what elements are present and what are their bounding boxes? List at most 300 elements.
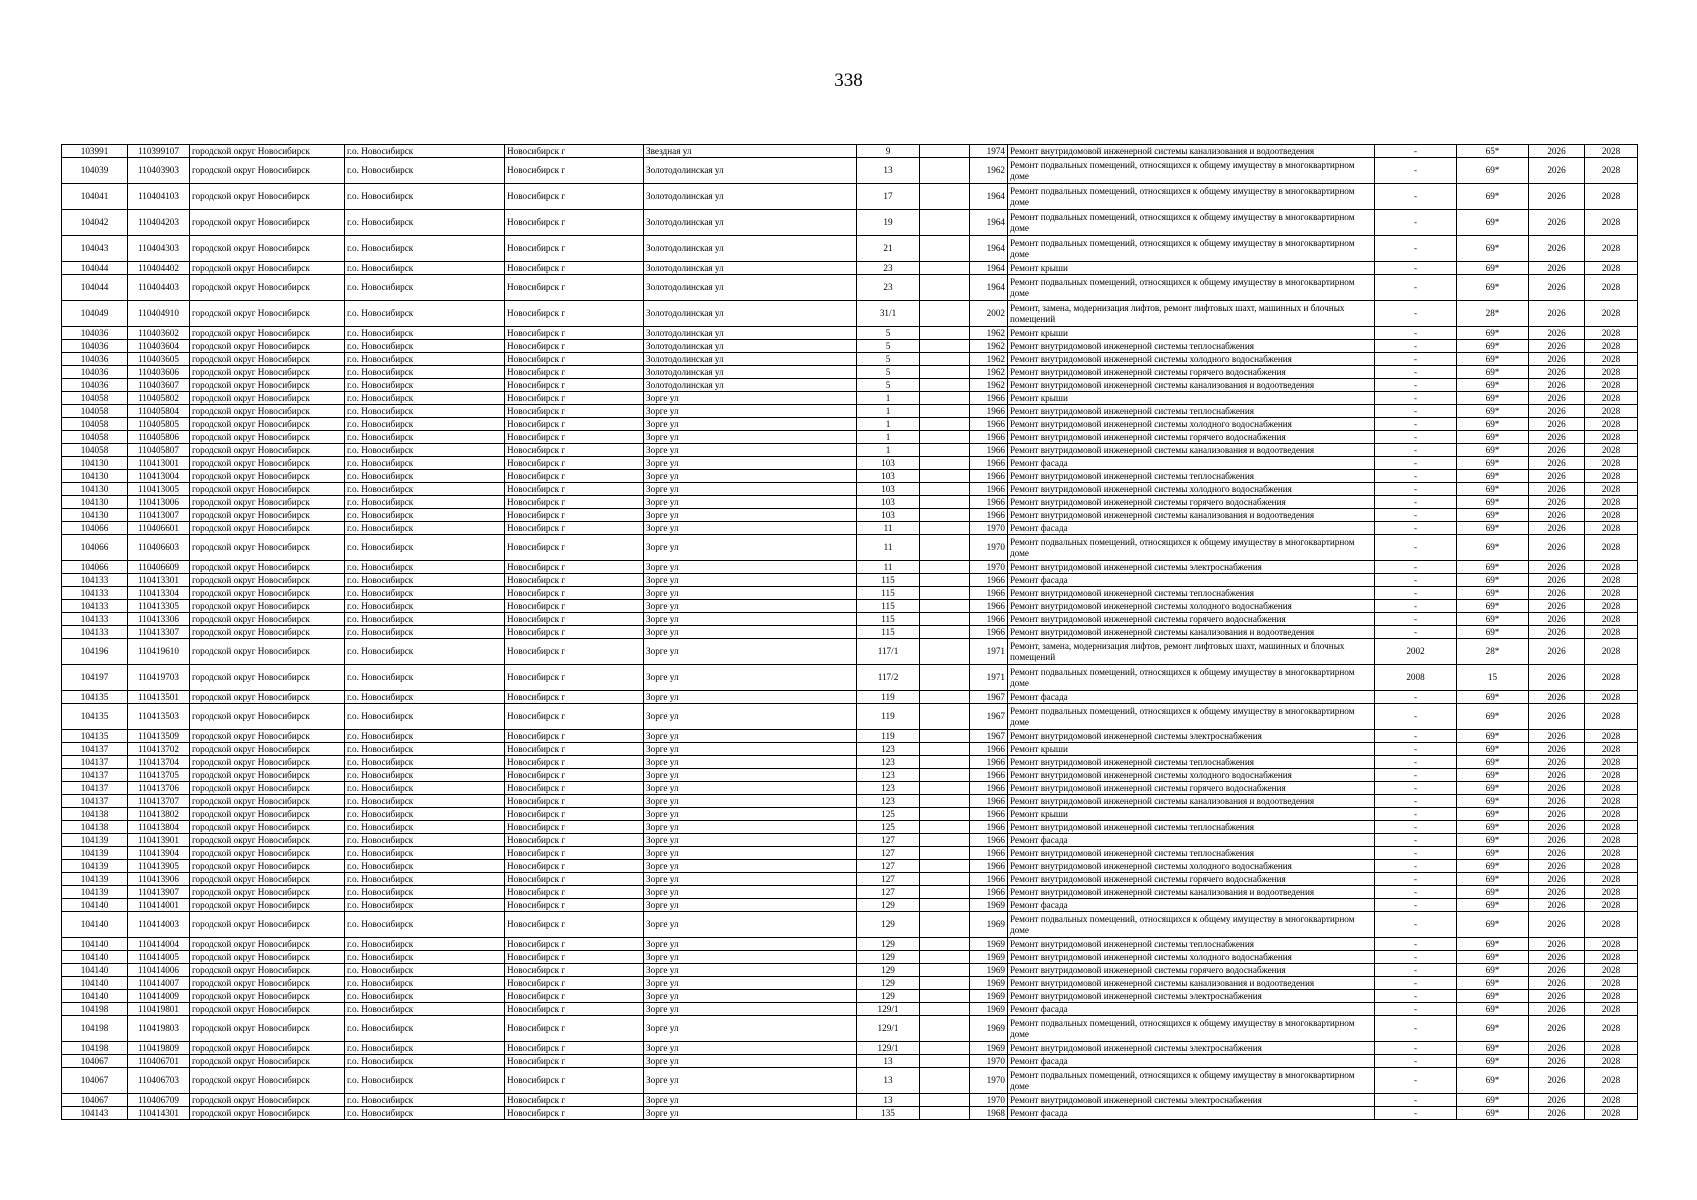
municipality-cell: г.о. Новосибирск <box>345 535 505 561</box>
municipal-district-cell: городской округ Новосибирск <box>190 431 345 444</box>
work-id-cell: 110406703 <box>128 1068 190 1094</box>
work-id-cell: 110413705 <box>128 769 190 782</box>
house-number-cell: 129 <box>857 899 920 912</box>
house-number-cell: 21 <box>857 236 920 262</box>
building-cell <box>920 808 970 821</box>
work-type-cell: Ремонт подвальных помещений, относящихся к общему имуществу в многоквартирном доме <box>1008 665 1375 691</box>
work-type-cell: Ремонт внутридомовой инженерной системы электроснабжения <box>1008 561 1375 574</box>
municipality-cell: г.о. Новосибирск <box>345 873 505 886</box>
building-cell <box>920 626 970 639</box>
work-type-cell: Ремонт крыши <box>1008 262 1375 275</box>
building-cell <box>920 1055 970 1068</box>
house-number-cell: 1 <box>857 405 920 418</box>
build-year-cell: 1967 <box>970 730 1008 743</box>
plan-start-year-cell: 2026 <box>1529 210 1585 236</box>
wear-percent-cell: 69* <box>1457 600 1529 613</box>
building-cell <box>920 964 970 977</box>
last-repair-year-cell: - <box>1375 743 1457 756</box>
table-row <box>62 1055 1638 1068</box>
last-repair-year-cell: - <box>1375 821 1457 834</box>
build-year-cell: 1968 <box>970 1107 1008 1120</box>
table-row <box>62 431 1638 444</box>
wear-percent-cell: 69* <box>1457 1042 1529 1055</box>
settlement-cell: Новосибирск г <box>505 483 644 496</box>
work-type-cell: Ремонт фасада <box>1008 691 1375 704</box>
wear-percent-cell: 69* <box>1457 626 1529 639</box>
plan-end-year-cell: 2028 <box>1585 210 1638 236</box>
build-year-cell: 1970 <box>970 535 1008 561</box>
municipality-cell: г.о. Новосибирск <box>345 405 505 418</box>
street-cell: Зорге ул <box>644 977 857 990</box>
plan-end-year-cell: 2028 <box>1585 873 1638 886</box>
settlement-cell: Новосибирск г <box>505 769 644 782</box>
wear-percent-cell: 69* <box>1457 990 1529 1003</box>
municipality-cell: г.о. Новосибирск <box>345 431 505 444</box>
settlement-cell: Новосибирск г <box>505 847 644 860</box>
street-cell: Золотодолинская ул <box>644 340 857 353</box>
plan-end-year-cell: 2028 <box>1585 782 1638 795</box>
table-row <box>62 405 1638 418</box>
municipal-district-cell: городской округ Новосибирск <box>190 1068 345 1094</box>
work-type-cell: Ремонт фасада <box>1008 834 1375 847</box>
build-year-cell: 1969 <box>970 977 1008 990</box>
work-id-cell: 110403602 <box>128 327 190 340</box>
table-row <box>62 743 1638 756</box>
municipality-cell: г.о. Новосибирск <box>345 1055 505 1068</box>
street-cell: Зорге ул <box>644 522 857 535</box>
house-number-cell: 1 <box>857 418 920 431</box>
settlement-cell: Новосибирск г <box>505 730 644 743</box>
work-type-cell: Ремонт крыши <box>1008 743 1375 756</box>
plan-end-year-cell: 2028 <box>1585 522 1638 535</box>
building-cell <box>920 561 970 574</box>
plan-start-year-cell: 2026 <box>1529 327 1585 340</box>
plan-start-year-cell: 2026 <box>1529 769 1585 782</box>
work-id-cell: 110413301 <box>128 574 190 587</box>
house-number-cell: 123 <box>857 756 920 769</box>
municipality-cell: г.о. Новосибирск <box>345 353 505 366</box>
work-id-cell: 110414009 <box>128 990 190 1003</box>
municipality-cell: г.о. Новосибирск <box>345 600 505 613</box>
last-repair-year-cell: - <box>1375 990 1457 1003</box>
work-type-cell: Ремонт внутридомовой инженерной системы холодного водоснабжения <box>1008 600 1375 613</box>
wear-percent-cell: 69* <box>1457 340 1529 353</box>
house-number-cell: 23 <box>857 262 920 275</box>
municipality-cell: г.о. Новосибирск <box>345 704 505 730</box>
wear-percent-cell: 69* <box>1457 574 1529 587</box>
plan-start-year-cell: 2026 <box>1529 431 1585 444</box>
record-id-cell: 104049 <box>62 301 128 327</box>
plan-start-year-cell: 2026 <box>1529 613 1585 626</box>
work-id-cell: 110413905 <box>128 860 190 873</box>
last-repair-year-cell: - <box>1375 600 1457 613</box>
record-id-cell: 104139 <box>62 860 128 873</box>
work-id-cell: 110413802 <box>128 808 190 821</box>
build-year-cell: 1966 <box>970 808 1008 821</box>
settlement-cell: Новосибирск г <box>505 990 644 1003</box>
wear-percent-cell: 69* <box>1457 457 1529 470</box>
build-year-cell: 1969 <box>970 964 1008 977</box>
building-cell <box>920 366 970 379</box>
table-row <box>62 964 1638 977</box>
settlement-cell: Новосибирск г <box>505 535 644 561</box>
work-id-cell: 110413304 <box>128 587 190 600</box>
plan-start-year-cell: 2026 <box>1529 1068 1585 1094</box>
build-year-cell: 1966 <box>970 483 1008 496</box>
municipality-cell: г.о. Новосибирск <box>345 522 505 535</box>
last-repair-year-cell: - <box>1375 899 1457 912</box>
building-cell <box>920 1016 970 1042</box>
record-id-cell: 104042 <box>62 210 128 236</box>
municipality-cell: г.о. Новосибирск <box>345 990 505 1003</box>
plan-start-year-cell: 2026 <box>1529 535 1585 561</box>
work-type-cell: Ремонт крыши <box>1008 808 1375 821</box>
work-id-cell: 110413004 <box>128 470 190 483</box>
build-year-cell: 1974 <box>970 145 1008 158</box>
plan-start-year-cell: 2026 <box>1529 600 1585 613</box>
table-row <box>62 496 1638 509</box>
municipality-cell: г.о. Новосибирск <box>345 886 505 899</box>
build-year-cell: 1967 <box>970 691 1008 704</box>
house-number-cell: 129 <box>857 912 920 938</box>
plan-start-year-cell: 2026 <box>1529 587 1585 600</box>
building-cell <box>920 886 970 899</box>
street-cell: Зорге ул <box>644 457 857 470</box>
house-number-cell: 11 <box>857 522 920 535</box>
settlement-cell: Новосибирск г <box>505 470 644 483</box>
street-cell: Зорге ул <box>644 587 857 600</box>
municipality-cell: г.о. Новосибирск <box>345 860 505 873</box>
street-cell: Зорге ул <box>644 730 857 743</box>
last-repair-year-cell: - <box>1375 730 1457 743</box>
plan-start-year-cell: 2026 <box>1529 470 1585 483</box>
table-row <box>62 340 1638 353</box>
wear-percent-cell: 69* <box>1457 392 1529 405</box>
settlement-cell: Новосибирск г <box>505 561 644 574</box>
last-repair-year-cell: - <box>1375 431 1457 444</box>
municipality-cell: г.о. Новосибирск <box>345 340 505 353</box>
plan-end-year-cell: 2028 <box>1585 431 1638 444</box>
house-number-cell: 119 <box>857 730 920 743</box>
house-number-cell: 115 <box>857 587 920 600</box>
plan-start-year-cell: 2026 <box>1529 938 1585 951</box>
settlement-cell: Новосибирск г <box>505 574 644 587</box>
municipality-cell: г.о. Новосибирск <box>345 1107 505 1120</box>
street-cell: Зорге ул <box>644 496 857 509</box>
record-id-cell: 104139 <box>62 886 128 899</box>
work-type-cell: Ремонт внутридомовой инженерной системы холодного водоснабжения <box>1008 353 1375 366</box>
municipality-cell: г.о. Новосибирск <box>345 795 505 808</box>
plan-start-year-cell: 2026 <box>1529 509 1585 522</box>
street-cell: Золотодолинская ул <box>644 301 857 327</box>
record-id-cell: 104140 <box>62 938 128 951</box>
build-year-cell: 1970 <box>970 522 1008 535</box>
plan-start-year-cell: 2026 <box>1529 340 1585 353</box>
last-repair-year-cell: - <box>1375 275 1457 301</box>
plan-start-year-cell: 2026 <box>1529 392 1585 405</box>
last-repair-year-cell: - <box>1375 1003 1457 1016</box>
municipality-cell: г.о. Новосибирск <box>345 626 505 639</box>
plan-start-year-cell: 2026 <box>1529 821 1585 834</box>
record-id-cell: 104196 <box>62 639 128 665</box>
plan-start-year-cell: 2026 <box>1529 951 1585 964</box>
municipal-district-cell: городской округ Новосибирск <box>190 535 345 561</box>
plan-start-year-cell: 2026 <box>1529 1055 1585 1068</box>
house-number-cell: 11 <box>857 535 920 561</box>
building-cell <box>920 392 970 405</box>
settlement-cell: Новосибирск г <box>505 951 644 964</box>
settlement-cell: Новосибирск г <box>505 873 644 886</box>
work-type-cell: Ремонт внутридомовой инженерной системы холодного водоснабжения <box>1008 951 1375 964</box>
settlement-cell: Новосибирск г <box>505 431 644 444</box>
municipality-cell: г.о. Новосибирск <box>345 379 505 392</box>
municipal-district-cell: городской округ Новосибирск <box>190 574 345 587</box>
plan-end-year-cell: 2028 <box>1585 587 1638 600</box>
last-repair-year-cell: - <box>1375 379 1457 392</box>
record-id-cell: 104135 <box>62 730 128 743</box>
plan-end-year-cell: 2028 <box>1585 743 1638 756</box>
work-id-cell: 110413706 <box>128 782 190 795</box>
work-id-cell: 110419610 <box>128 639 190 665</box>
street-cell: Зорге ул <box>644 483 857 496</box>
record-id-cell: 104036 <box>62 366 128 379</box>
building-cell <box>920 743 970 756</box>
work-id-cell: 110414003 <box>128 912 190 938</box>
street-cell: Золотодолинская ул <box>644 236 857 262</box>
work-id-cell: 110413307 <box>128 626 190 639</box>
plan-start-year-cell: 2026 <box>1529 496 1585 509</box>
municipality-cell: г.о. Новосибирск <box>345 184 505 210</box>
house-number-cell: 127 <box>857 834 920 847</box>
municipal-district-cell: городской округ Новосибирск <box>190 743 345 756</box>
building-cell <box>920 691 970 704</box>
table-row <box>62 210 1638 236</box>
plan-end-year-cell: 2028 <box>1585 327 1638 340</box>
work-id-cell: 110404203 <box>128 210 190 236</box>
work-type-cell: Ремонт внутридомовой инженерной системы канализования и водоотведения <box>1008 145 1375 158</box>
street-cell: Зорге ул <box>644 938 857 951</box>
plan-start-year-cell: 2026 <box>1529 847 1585 860</box>
settlement-cell: Новосибирск г <box>505 275 644 301</box>
plan-end-year-cell: 2028 <box>1585 379 1638 392</box>
table-row <box>62 821 1638 834</box>
plan-end-year-cell: 2028 <box>1585 795 1638 808</box>
building-cell <box>920 730 970 743</box>
building-cell <box>920 275 970 301</box>
last-repair-year-cell: - <box>1375 1107 1457 1120</box>
wear-percent-cell: 69* <box>1457 977 1529 990</box>
work-type-cell: Ремонт внутридомовой инженерной системы канализования и водоотведения <box>1008 509 1375 522</box>
street-cell: Зорге ул <box>644 405 857 418</box>
table-row <box>62 977 1638 990</box>
municipality-cell: г.о. Новосибирск <box>345 418 505 431</box>
municipal-district-cell: городской округ Новосибирск <box>190 1016 345 1042</box>
table-body <box>62 145 1638 1120</box>
plan-start-year-cell: 2026 <box>1529 353 1585 366</box>
house-number-cell: 129/1 <box>857 1042 920 1055</box>
build-year-cell: 1966 <box>970 847 1008 860</box>
building-cell <box>920 535 970 561</box>
table-row <box>62 886 1638 899</box>
last-repair-year-cell: - <box>1375 704 1457 730</box>
table-row <box>62 483 1638 496</box>
last-repair-year-cell: - <box>1375 418 1457 431</box>
work-type-cell: Ремонт внутридомовой инженерной системы электроснабжения <box>1008 730 1375 743</box>
house-number-cell: 127 <box>857 847 920 860</box>
plan-end-year-cell: 2028 <box>1585 340 1638 353</box>
record-id-cell: 104133 <box>62 600 128 613</box>
municipality-cell: г.о. Новосибирск <box>345 847 505 860</box>
plan-end-year-cell: 2028 <box>1585 405 1638 418</box>
wear-percent-cell: 69* <box>1457 444 1529 457</box>
last-repair-year-cell: - <box>1375 613 1457 626</box>
street-cell: Зорге ул <box>644 561 857 574</box>
settlement-cell: Новосибирск г <box>505 691 644 704</box>
work-type-cell: Ремонт внутридомовой инженерной системы горячего водоснабжения <box>1008 964 1375 977</box>
street-cell: Золотодолинская ул <box>644 275 857 301</box>
work-type-cell: Ремонт внутридомовой инженерной системы теплоснабжения <box>1008 821 1375 834</box>
building-cell <box>920 574 970 587</box>
work-type-cell: Ремонт фасада <box>1008 1003 1375 1016</box>
record-id-cell: 104130 <box>62 470 128 483</box>
last-repair-year-cell: - <box>1375 574 1457 587</box>
plan-end-year-cell: 2028 <box>1585 1055 1638 1068</box>
last-repair-year-cell: - <box>1375 756 1457 769</box>
building-cell <box>920 457 970 470</box>
house-number-cell: 127 <box>857 886 920 899</box>
last-repair-year-cell: - <box>1375 1016 1457 1042</box>
build-year-cell: 1962 <box>970 158 1008 184</box>
wear-percent-cell: 69* <box>1457 587 1529 600</box>
plan-start-year-cell: 2026 <box>1529 1042 1585 1055</box>
wear-percent-cell: 69* <box>1457 704 1529 730</box>
build-year-cell: 1969 <box>970 912 1008 938</box>
plan-end-year-cell: 2028 <box>1585 470 1638 483</box>
work-type-cell: Ремонт подвальных помещений, относящихся к общему имуществу в многоквартирном доме <box>1008 1016 1375 1042</box>
work-id-cell: 110413804 <box>128 821 190 834</box>
plan-end-year-cell: 2028 <box>1585 912 1638 938</box>
last-repair-year-cell: - <box>1375 795 1457 808</box>
table-row <box>62 158 1638 184</box>
house-number-cell: 117/2 <box>857 665 920 691</box>
build-year-cell: 1962 <box>970 379 1008 392</box>
build-year-cell: 1969 <box>970 1042 1008 1055</box>
table-row <box>62 860 1638 873</box>
record-id-cell: 104066 <box>62 522 128 535</box>
municipal-district-cell: городской округ Новосибирск <box>190 444 345 457</box>
table-row <box>62 1042 1638 1055</box>
house-number-cell: 115 <box>857 613 920 626</box>
table-row <box>62 769 1638 782</box>
building-cell <box>920 301 970 327</box>
record-id-cell: 104066 <box>62 535 128 561</box>
house-number-cell: 103 <box>857 483 920 496</box>
build-year-cell: 1962 <box>970 366 1008 379</box>
municipal-district-cell: городской округ Новосибирск <box>190 704 345 730</box>
building-cell <box>920 509 970 522</box>
municipal-district-cell: городской округ Новосибирск <box>190 912 345 938</box>
plan-start-year-cell: 2026 <box>1529 561 1585 574</box>
municipal-district-cell: городской округ Новосибирск <box>190 626 345 639</box>
wear-percent-cell: 69* <box>1457 379 1529 392</box>
municipality-cell: г.о. Новосибирск <box>345 951 505 964</box>
last-repair-year-cell: - <box>1375 1042 1457 1055</box>
street-cell: Зорге ул <box>644 834 857 847</box>
building-cell <box>920 470 970 483</box>
table-row <box>62 418 1638 431</box>
table-row <box>62 626 1638 639</box>
plan-end-year-cell: 2028 <box>1585 1003 1638 1016</box>
last-repair-year-cell: - <box>1375 860 1457 873</box>
house-number-cell: 129 <box>857 964 920 977</box>
municipality-cell: г.о. Новосибирск <box>345 821 505 834</box>
municipality-cell: г.о. Новосибирск <box>345 1016 505 1042</box>
wear-percent-cell: 69* <box>1457 808 1529 821</box>
settlement-cell: Новосибирск г <box>505 756 644 769</box>
plan-end-year-cell: 2028 <box>1585 886 1638 899</box>
table-row <box>62 470 1638 483</box>
plan-start-year-cell: 2026 <box>1529 743 1585 756</box>
building-cell <box>920 795 970 808</box>
build-year-cell: 1966 <box>970 886 1008 899</box>
street-cell: Зорге ул <box>644 860 857 873</box>
street-cell: Золотодолинская ул <box>644 262 857 275</box>
settlement-cell: Новосибирск г <box>505 626 644 639</box>
building-cell <box>920 990 970 1003</box>
wear-percent-cell: 69* <box>1457 405 1529 418</box>
work-id-cell: 110399107 <box>128 145 190 158</box>
work-type-cell: Ремонт фасада <box>1008 1055 1375 1068</box>
plan-end-year-cell: 2028 <box>1585 808 1638 821</box>
last-repair-year-cell: - <box>1375 470 1457 483</box>
municipality-cell: г.о. Новосибирск <box>345 912 505 938</box>
municipality-cell: г.о. Новосибирск <box>345 977 505 990</box>
table-row <box>62 990 1638 1003</box>
street-cell: Зорге ул <box>644 470 857 483</box>
wear-percent-cell: 69* <box>1457 353 1529 366</box>
wear-percent-cell: 69* <box>1457 418 1529 431</box>
street-cell: Зорге ул <box>644 509 857 522</box>
capital-repair-table <box>61 144 1638 1120</box>
work-id-cell: 110404103 <box>128 184 190 210</box>
house-number-cell: 127 <box>857 860 920 873</box>
table-row <box>62 834 1638 847</box>
settlement-cell: Новосибирск г <box>505 821 644 834</box>
table-row <box>62 1094 1638 1107</box>
table-row <box>62 353 1638 366</box>
record-id-cell: 104138 <box>62 821 128 834</box>
street-cell: Зорге ул <box>644 1003 857 1016</box>
building-cell <box>920 613 970 626</box>
last-repair-year-cell: - <box>1375 262 1457 275</box>
wear-percent-cell: 69* <box>1457 483 1529 496</box>
record-id-cell: 104130 <box>62 457 128 470</box>
plan-end-year-cell: 2028 <box>1585 756 1638 769</box>
last-repair-year-cell: - <box>1375 808 1457 821</box>
work-id-cell: 110413707 <box>128 795 190 808</box>
plan-start-year-cell: 2026 <box>1529 236 1585 262</box>
house-number-cell: 125 <box>857 821 920 834</box>
plan-start-year-cell: 2026 <box>1529 990 1585 1003</box>
building-cell <box>920 379 970 392</box>
plan-start-year-cell: 2026 <box>1529 1016 1585 1042</box>
municipality-cell: г.о. Новосибирск <box>345 782 505 795</box>
house-number-cell: 13 <box>857 158 920 184</box>
record-id-cell: 104139 <box>62 873 128 886</box>
table-row <box>62 782 1638 795</box>
record-id-cell: 104130 <box>62 509 128 522</box>
plan-end-year-cell: 2028 <box>1585 665 1638 691</box>
